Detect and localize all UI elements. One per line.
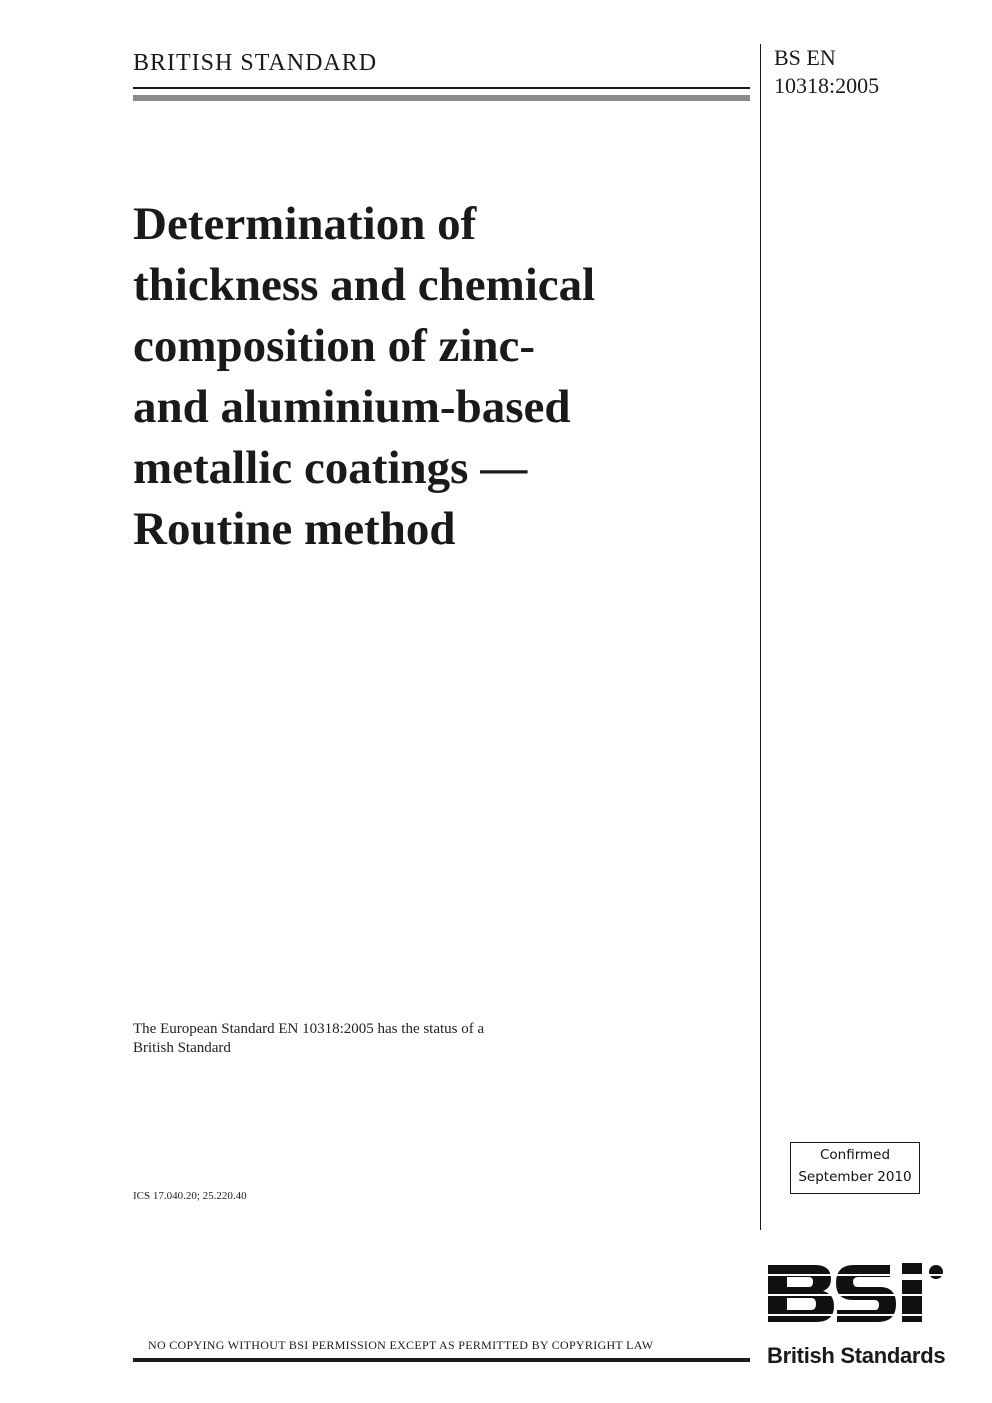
title-line: Routine method <box>133 503 456 555</box>
bsi-logo-icon <box>765 1260 945 1340</box>
status-note <box>133 1020 613 1058</box>
title-line: metallic coatings — <box>133 442 528 494</box>
standard-number <box>774 44 879 100</box>
header-rule-gray <box>133 95 750 101</box>
title-line: thickness and chemical <box>133 259 596 311</box>
status-note-line1: The European Standard EN 10318:2005 has the status of a <box>133 1021 485 1037</box>
confirmed-line1: Confirmed <box>819 1147 891 1163</box>
confirmed-stamp <box>790 1142 920 1194</box>
title-line: and aluminium-based <box>133 381 571 433</box>
title-line: composition of zinc- <box>133 320 536 372</box>
title-line: Determination of <box>133 198 477 250</box>
bsi-brand-name: British Standards <box>767 1343 946 1368</box>
header-rule-thin <box>133 87 750 89</box>
vertical-divider <box>760 44 761 1230</box>
ics-code: ICS 17.040.20; 25.220.40 <box>133 1190 247 1202</box>
copyright-notice: NO COPYING WITHOUT BSI PERMISSION EXCEPT AS PERMITTED BY COPYRIGHT LAW <box>148 1338 654 1352</box>
standard-number-line1: BS EN <box>774 45 836 70</box>
document-type-label: BRITISH STANDARD <box>133 50 378 76</box>
confirmed-line2: September 2010 <box>798 1169 912 1185</box>
status-note-line2: British Standard <box>133 1040 231 1056</box>
standard-number-line2: 10318:2005 <box>774 73 880 98</box>
document-title <box>133 194 753 560</box>
footer-rule <box>133 1358 750 1362</box>
